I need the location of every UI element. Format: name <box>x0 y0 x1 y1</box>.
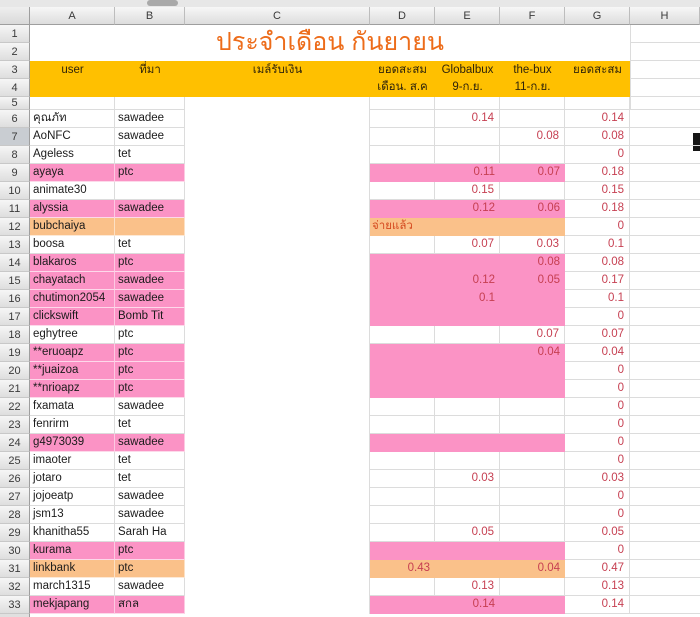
cell-A17[interactable]: clickswift <box>30 308 115 326</box>
cell-E12[interactable] <box>435 218 500 236</box>
cell-H24[interactable] <box>630 434 700 452</box>
cell-E8[interactable] <box>435 146 500 164</box>
cell-E14[interactable] <box>435 254 500 272</box>
cell-A16[interactable]: chutimon2054 <box>30 290 115 308</box>
cell-H20[interactable] <box>630 362 700 380</box>
cell-A11[interactable]: alyssia <box>30 200 115 218</box>
cell-H10[interactable] <box>630 182 700 200</box>
row-header-1[interactable]: 1 <box>0 25 30 43</box>
row-header-11[interactable]: 11 <box>0 200 30 218</box>
cell-H3[interactable] <box>630 61 700 79</box>
cell-C9[interactable] <box>185 164 370 182</box>
cell-D29[interactable] <box>370 524 435 542</box>
cell-H28[interactable] <box>630 506 700 524</box>
row-header-8[interactable]: 8 <box>0 146 30 164</box>
cell-G33[interactable]: 0.14 <box>565 596 630 614</box>
cell-E20[interactable] <box>435 362 500 380</box>
cell-C7[interactable] <box>185 128 370 146</box>
cell-A5[interactable] <box>30 97 115 110</box>
cell-E10[interactable]: 0.15 <box>435 182 500 200</box>
cell-A29[interactable]: khanitha55 <box>30 524 115 542</box>
cell-H7[interactable] <box>630 128 700 146</box>
cell-G16[interactable]: 0.1 <box>565 290 630 308</box>
row-header-32[interactable]: 32 <box>0 578 30 596</box>
cell-G12[interactable]: 0 <box>565 218 630 236</box>
cell-D9[interactable] <box>370 164 435 182</box>
cell-A20[interactable]: **juaizoa <box>30 362 115 380</box>
cell-F8[interactable] <box>500 146 565 164</box>
row-header-14[interactable]: 14 <box>0 254 30 272</box>
cell-F5[interactable] <box>500 97 565 110</box>
cell-F31[interactable]: 0.04 <box>500 560 565 578</box>
cell-G27[interactable]: 0 <box>565 488 630 506</box>
divider-handle[interactable] <box>147 0 178 6</box>
cell-B20[interactable]: ptc <box>115 362 185 380</box>
cell-H26[interactable] <box>630 470 700 488</box>
cell-E22[interactable] <box>435 398 500 416</box>
cell-A7[interactable]: AoNFC <box>30 128 115 146</box>
row-header-30[interactable]: 30 <box>0 542 30 560</box>
row-header-26[interactable]: 26 <box>0 470 30 488</box>
cell-B10[interactable] <box>115 182 185 200</box>
cell-A23[interactable]: fenrirm <box>30 416 115 434</box>
header-thebux <box>500 61 565 96</box>
cell-G19[interactable]: 0.04 <box>565 344 630 362</box>
cell-C27[interactable] <box>185 488 370 506</box>
cell-G25[interactable]: 0 <box>565 452 630 470</box>
cell-H32[interactable] <box>630 578 700 596</box>
cell-F19[interactable]: 0.04 <box>500 344 565 362</box>
cell-G15[interactable]: 0.17 <box>565 272 630 290</box>
cell-F23[interactable] <box>500 416 565 434</box>
cell-F16[interactable] <box>500 290 565 308</box>
cell-F32[interactable] <box>500 578 565 596</box>
sheet-title: ประจำเดือน กันยายน <box>216 28 444 56</box>
cell-F18[interactable]: 0.07 <box>500 326 565 344</box>
cell-B26[interactable]: tet <box>115 470 185 488</box>
cell-D27[interactable] <box>370 488 435 506</box>
cell-D6[interactable] <box>370 110 435 128</box>
cell-A33[interactable]: mekjapang <box>30 596 115 614</box>
cell-H9[interactable] <box>630 164 700 182</box>
cell-H25[interactable] <box>630 452 700 470</box>
cell-B28[interactable]: sawadee <box>115 506 185 524</box>
cell-D32[interactable] <box>370 578 435 596</box>
cell-D13[interactable] <box>370 236 435 254</box>
cell-G5[interactable] <box>565 97 630 110</box>
cell-E15[interactable]: 0.12 <box>435 272 500 290</box>
cell-E18[interactable] <box>435 326 500 344</box>
cell-D8[interactable] <box>370 146 435 164</box>
cell-D11[interactable] <box>370 200 435 218</box>
cell-B25[interactable]: tet <box>115 452 185 470</box>
cell-H18[interactable] <box>630 326 700 344</box>
cell-A10[interactable]: animate30 <box>30 182 115 200</box>
row-header-28[interactable]: 28 <box>0 506 30 524</box>
cell-C18[interactable] <box>185 326 370 344</box>
column-header-F[interactable]: F <box>500 7 565 25</box>
cell-A14[interactable]: blakaros <box>30 254 115 272</box>
cell-A31[interactable]: linkbank <box>30 560 115 578</box>
cell-H23[interactable] <box>630 416 700 434</box>
cell-E5[interactable] <box>435 97 500 110</box>
row-header-17[interactable]: 17 <box>0 308 30 326</box>
cell-B14[interactable]: ptc <box>115 254 185 272</box>
top-strip <box>0 0 700 7</box>
cell-H27[interactable] <box>630 488 700 506</box>
cell-H12[interactable] <box>630 218 700 236</box>
cell-F26[interactable] <box>500 470 565 488</box>
cell-B13[interactable]: tet <box>115 236 185 254</box>
column-header-C[interactable]: C <box>185 7 370 25</box>
cell-C26[interactable] <box>185 470 370 488</box>
cell-F7[interactable]: 0.08 <box>500 128 565 146</box>
cell-B31[interactable]: ptc <box>115 560 185 578</box>
row-header-9[interactable]: 9 <box>0 164 30 182</box>
cell-F33[interactable] <box>500 596 565 614</box>
header-globalbux-line1: Globalbux <box>441 64 494 76</box>
cell-A19[interactable]: **eruoapz <box>30 344 115 362</box>
column-header-G[interactable]: G <box>565 7 630 25</box>
cell-E6[interactable]: 0.14 <box>435 110 500 128</box>
cell-E31[interactable] <box>435 560 500 578</box>
cell-B21[interactable]: ptc <box>115 380 185 398</box>
cell-G18[interactable]: 0.07 <box>565 326 630 344</box>
cell-H14[interactable] <box>630 254 700 272</box>
cell-E28[interactable] <box>435 506 500 524</box>
cell-B22[interactable]: sawadee <box>115 398 185 416</box>
row-header-13[interactable]: 13 <box>0 236 30 254</box>
cell-G32[interactable]: 0.13 <box>565 578 630 596</box>
cell-F27[interactable] <box>500 488 565 506</box>
cell-C13[interactable] <box>185 236 370 254</box>
cell-E30[interactable] <box>435 542 500 560</box>
cell-D26[interactable] <box>370 470 435 488</box>
cell-D33[interactable] <box>370 596 435 614</box>
header-aug-total-line2: เดือน. ส.ค <box>377 81 428 93</box>
cell-D5[interactable] <box>370 97 435 110</box>
cell-A24[interactable]: g4973039 <box>30 434 115 452</box>
header-aug-total-line1: ยอดสะสม <box>378 64 427 76</box>
cell-C8[interactable] <box>185 146 370 164</box>
cell-B27[interactable]: sawadee <box>115 488 185 506</box>
cell-H5[interactable] <box>630 97 700 110</box>
cell-A8[interactable]: Ageless <box>30 146 115 164</box>
cell-F17[interactable] <box>500 308 565 326</box>
cell-B18[interactable]: ptc <box>115 326 185 344</box>
cell-C32[interactable] <box>185 578 370 596</box>
row-header-24[interactable]: 24 <box>0 434 30 452</box>
cell-E25[interactable] <box>435 452 500 470</box>
cell-G14[interactable]: 0.08 <box>565 254 630 272</box>
cell-C25[interactable] <box>185 452 370 470</box>
row-header-29[interactable]: 29 <box>0 524 30 542</box>
cell-A27[interactable]: jojoeatp <box>30 488 115 506</box>
cell-G13[interactable]: 0.1 <box>565 236 630 254</box>
column-header-E[interactable]: E <box>435 7 500 25</box>
cell-C11[interactable] <box>185 200 370 218</box>
cell-A6[interactable]: คุณภัท <box>30 110 115 128</box>
cell-F24[interactable] <box>500 434 565 452</box>
cell-G22[interactable]: 0 <box>565 398 630 416</box>
cell-D30[interactable] <box>370 542 435 560</box>
cell-C24[interactable] <box>185 434 370 452</box>
header-total: ยอดสะสม <box>573 64 622 76</box>
cell-E17[interactable] <box>435 308 500 326</box>
row-header-10[interactable]: 10 <box>0 182 30 200</box>
cell-H8[interactable] <box>630 146 700 164</box>
cell-A9[interactable]: ayaya <box>30 164 115 182</box>
cell-G7[interactable]: 0.08 <box>565 128 630 146</box>
cell-E24[interactable] <box>435 434 500 452</box>
cell-D17[interactable] <box>370 308 435 326</box>
cell-B19[interactable]: ptc <box>115 344 185 362</box>
cell-F20[interactable] <box>500 362 565 380</box>
row-header-27[interactable]: 27 <box>0 488 30 506</box>
cell-F14[interactable]: 0.08 <box>500 254 565 272</box>
row-header-3[interactable]: 3 <box>0 61 30 79</box>
cell-D28[interactable] <box>370 506 435 524</box>
cell-H6[interactable] <box>630 110 700 128</box>
cell-G17[interactable]: 0 <box>565 308 630 326</box>
cell-G8[interactable]: 0 <box>565 146 630 164</box>
cell-H2[interactable] <box>630 43 700 61</box>
cell-F25[interactable] <box>500 452 565 470</box>
cell-E16[interactable]: 0.1 <box>435 290 500 308</box>
row-header-19[interactable]: 19 <box>0 344 30 362</box>
cell-D14[interactable] <box>370 254 435 272</box>
cell-E13[interactable]: 0.07 <box>435 236 500 254</box>
cell-A25[interactable]: imaoter <box>30 452 115 470</box>
cell-F15[interactable]: 0.05 <box>500 272 565 290</box>
select-all-corner[interactable] <box>0 7 30 25</box>
header-globalbux-line2: 9-ก.ย. <box>452 81 483 93</box>
cell-G23[interactable]: 0 <box>565 416 630 434</box>
cell-G30[interactable]: 0 <box>565 542 630 560</box>
column-header-A[interactable]: A <box>30 7 115 25</box>
cell-H29[interactable] <box>630 524 700 542</box>
row-header-20[interactable]: 20 <box>0 362 30 380</box>
header-source: ที่มา <box>139 64 161 76</box>
cell-H13[interactable] <box>630 236 700 254</box>
cell-H15[interactable] <box>630 272 700 290</box>
cell-A30[interactable]: kurama <box>30 542 115 560</box>
cell-C20[interactable] <box>185 362 370 380</box>
cell-F11[interactable]: 0.06 <box>500 200 565 218</box>
cell-B7[interactable]: sawadee <box>115 128 185 146</box>
row-header-25[interactable]: 25 <box>0 452 30 470</box>
cell-C15[interactable] <box>185 272 370 290</box>
cell-G11[interactable]: 0.18 <box>565 200 630 218</box>
cell-E21[interactable] <box>435 380 500 398</box>
row-header-23[interactable]: 23 <box>0 416 30 434</box>
cell-C30[interactable] <box>185 542 370 560</box>
cell-A13[interactable]: boosa <box>30 236 115 254</box>
cell-C19[interactable] <box>185 344 370 362</box>
cell-D7[interactable] <box>370 128 435 146</box>
column-header-D[interactable]: D <box>370 7 435 25</box>
cell-F6[interactable] <box>500 110 565 128</box>
cell-H33[interactable] <box>630 596 700 614</box>
cell-H22[interactable] <box>630 398 700 416</box>
row-header-33[interactable]: 33 <box>0 596 30 614</box>
cell-D20[interactable] <box>370 362 435 380</box>
cell-E33[interactable]: 0.14 <box>435 596 500 614</box>
cell-C10[interactable] <box>185 182 370 200</box>
cell-G20[interactable]: 0 <box>565 362 630 380</box>
cell-E26[interactable]: 0.03 <box>435 470 500 488</box>
cell-A12[interactable]: bubchaiya <box>30 218 115 236</box>
cell-F30[interactable] <box>500 542 565 560</box>
cell-B12[interactable] <box>115 218 185 236</box>
cell-B16[interactable]: sawadee <box>115 290 185 308</box>
cell-C14[interactable] <box>185 254 370 272</box>
cell-B17[interactable]: Bomb Tit <box>115 308 185 326</box>
cell-G9[interactable]: 0.18 <box>565 164 630 182</box>
cell-B29[interactable]: Sarah Ha <box>115 524 185 542</box>
cell-D16[interactable] <box>370 290 435 308</box>
cell-B6[interactable]: sawadee <box>115 110 185 128</box>
cell-G26[interactable]: 0.03 <box>565 470 630 488</box>
cell-H11[interactable] <box>630 200 700 218</box>
row-header-21[interactable]: 21 <box>0 380 30 398</box>
cell-E23[interactable] <box>435 416 500 434</box>
row-header-15[interactable]: 15 <box>0 272 30 290</box>
cell-H21[interactable] <box>630 380 700 398</box>
cell-H4[interactable] <box>630 79 700 97</box>
cell-F12[interactable] <box>500 218 565 236</box>
cell-D31[interactable]: 0.43 <box>370 560 435 578</box>
cell-C28[interactable] <box>185 506 370 524</box>
cell-E19[interactable] <box>435 344 500 362</box>
cell-C21[interactable] <box>185 380 370 398</box>
header-globalbux <box>435 61 500 96</box>
cell-D24[interactable] <box>370 434 435 452</box>
cell-B33[interactable]: สกล <box>115 596 185 614</box>
cell-D25[interactable] <box>370 452 435 470</box>
cell-B8[interactable]: tet <box>115 146 185 164</box>
cell-B23[interactable]: tet <box>115 416 185 434</box>
column-header-B[interactable]: B <box>115 7 185 25</box>
cell-F29[interactable] <box>500 524 565 542</box>
cell-A15[interactable]: chayatach <box>30 272 115 290</box>
cell-A28[interactable]: jsm13 <box>30 506 115 524</box>
row-header-12[interactable]: 12 <box>0 218 30 236</box>
header-email: เมล์รับเงิน <box>252 64 303 76</box>
cell-B9[interactable]: ptc <box>115 164 185 182</box>
cell-E7[interactable] <box>435 128 500 146</box>
cell-D12[interactable]: จ่ายแล้ว <box>370 218 435 236</box>
cell-H1[interactable] <box>630 25 700 43</box>
cell-D22[interactable] <box>370 398 435 416</box>
header-user: user <box>61 64 84 76</box>
row-header-4[interactable]: 4 <box>0 79 30 97</box>
cell-F13[interactable]: 0.03 <box>500 236 565 254</box>
cell-E27[interactable] <box>435 488 500 506</box>
cell-C12[interactable] <box>185 218 370 236</box>
cell-D19[interactable] <box>370 344 435 362</box>
row-header-16[interactable]: 16 <box>0 290 30 308</box>
cell-C6[interactable] <box>185 110 370 128</box>
row-header-18[interactable]: 18 <box>0 326 30 344</box>
cell-B11[interactable]: sawadee <box>115 200 185 218</box>
cell-H19[interactable] <box>630 344 700 362</box>
header-thebux-line1: the-bux <box>513 64 552 76</box>
cell-D10[interactable] <box>370 182 435 200</box>
cell-C17[interactable] <box>185 308 370 326</box>
cell-B32[interactable]: sawadee <box>115 578 185 596</box>
cell-E9[interactable]: 0.11 <box>435 164 500 182</box>
cell-H16[interactable] <box>630 290 700 308</box>
cell-G10[interactable]: 0.15 <box>565 182 630 200</box>
cell-A22[interactable]: fxamata <box>30 398 115 416</box>
cell-A26[interactable]: jotaro <box>30 470 115 488</box>
cell-G21[interactable]: 0 <box>565 380 630 398</box>
column-header-H[interactable]: H <box>630 7 700 25</box>
cell-F9[interactable]: 0.07 <box>500 164 565 182</box>
cell-F28[interactable] <box>500 506 565 524</box>
cell-G28[interactable]: 0 <box>565 506 630 524</box>
cell-H17[interactable] <box>630 308 700 326</box>
cell-C22[interactable] <box>185 398 370 416</box>
cell-D23[interactable] <box>370 416 435 434</box>
cell-C23[interactable] <box>185 416 370 434</box>
cell-A21[interactable]: **nrioapz <box>30 380 115 398</box>
row-header-2[interactable]: 2 <box>0 43 30 61</box>
cell-F21[interactable] <box>500 380 565 398</box>
header-thebux-line2: 11-ก.ย. <box>514 81 551 93</box>
row-header-6[interactable]: 6 <box>0 110 30 128</box>
cell-B30[interactable]: ptc <box>115 542 185 560</box>
header-aug-total <box>370 61 435 96</box>
cell-B24[interactable]: sawadee <box>115 434 185 452</box>
cell-E29[interactable]: 0.05 <box>435 524 500 542</box>
cell-C33[interactable] <box>185 596 370 614</box>
cell-H31[interactable] <box>630 560 700 578</box>
cell-H30[interactable] <box>630 542 700 560</box>
cell-D15[interactable] <box>370 272 435 290</box>
row-header-22[interactable]: 22 <box>0 398 30 416</box>
cell-C29[interactable] <box>185 524 370 542</box>
cell-B15[interactable]: sawadee <box>115 272 185 290</box>
cell-G29[interactable]: 0.05 <box>565 524 630 542</box>
cell-E32[interactable]: 0.13 <box>435 578 500 596</box>
cell-A32[interactable]: march1315 <box>30 578 115 596</box>
cell-B5[interactable] <box>115 97 185 110</box>
cell-G24[interactable]: 0 <box>565 434 630 452</box>
row-header-31[interactable]: 31 <box>0 560 30 578</box>
cell-E11[interactable]: 0.12 <box>435 200 500 218</box>
cell-C5[interactable] <box>185 97 370 110</box>
cell-G6[interactable]: 0.14 <box>565 110 630 128</box>
cell-C16[interactable] <box>185 290 370 308</box>
cell-F10[interactable] <box>500 182 565 200</box>
row-header-5[interactable]: 5 <box>0 97 30 110</box>
cell-A18[interactable]: eghytree <box>30 326 115 344</box>
cell-F22[interactable] <box>500 398 565 416</box>
row-header-7[interactable]: 7 <box>0 128 30 146</box>
cell-C31[interactable] <box>185 560 370 578</box>
cell-D21[interactable] <box>370 380 435 398</box>
cell-G31[interactable]: 0.47 <box>565 560 630 578</box>
cell-D18[interactable] <box>370 326 435 344</box>
